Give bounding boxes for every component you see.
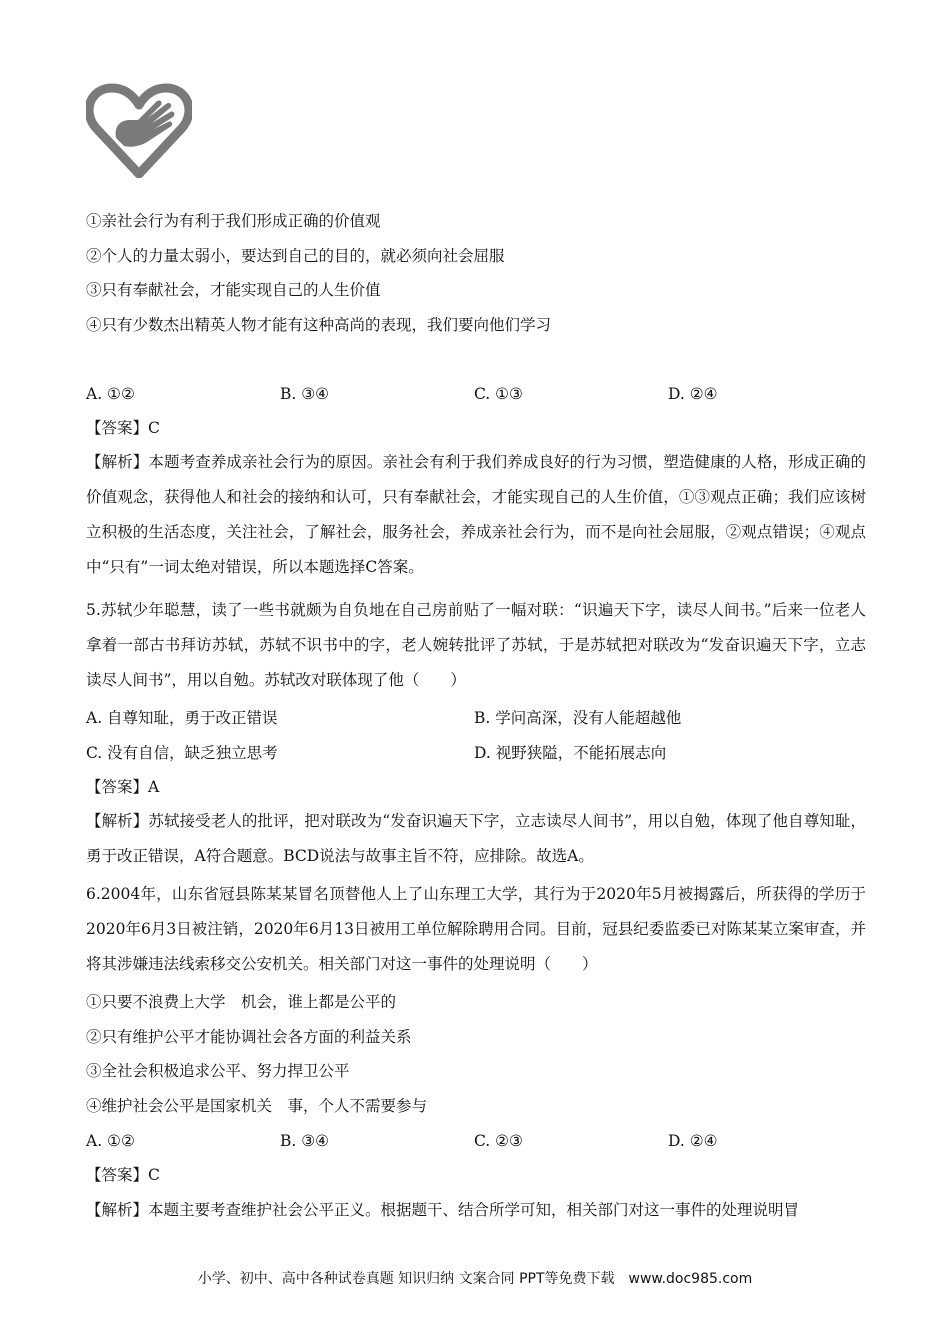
q4-item-2: ②个人的力量太弱小，要达到自己的目的，就必须向社会屈服 bbox=[86, 247, 505, 265]
q6-item-1: ①只要不浪费上大学 机会，谁上都是公平的 bbox=[86, 993, 397, 1011]
q5-option-a: A. 自尊知耻，勇于改正错误 bbox=[86, 709, 278, 727]
q4-option-d: D. ②④ bbox=[668, 385, 718, 403]
page-footer: 小学、初中、高中各种试卷真题 知识归纳 文案合同 PPT等免费下载 www.doc985.com bbox=[197, 1271, 753, 1287]
heart-hand-logo-icon bbox=[86, 80, 192, 178]
q6-analysis: 【解析】本题主要考查维护社会公平正义。根据题干、结合所学可知，相关部门对这一事件的处理说明冒 bbox=[86, 1201, 800, 1219]
q4-item-1: ①亲社会行为有利于我们形成正确的价值观 bbox=[86, 212, 381, 230]
q6-option-d: D. ②④ bbox=[668, 1132, 718, 1150]
q6-item-2: ②只有维护公平才能协调社会各方面的利益关系 bbox=[86, 1028, 412, 1046]
q6-item-4: ④维护社会公平是国家机关 事，个人不需要参与 bbox=[86, 1097, 428, 1115]
q4-item-3: ③只有奉献社会，才能实现自己的人生价值 bbox=[86, 281, 381, 299]
q5-stem: 5.苏轼少年聪慧，读了一些书就颇为自负地在自己房前贴了一幅对联：“识遍天下字，读尽人间书。”后来一位老人拿着一部古书拜访苏轼，苏轼不识书中的字，老人婉转批评了苏轼，于是苏轼把对联改为“发奋识遍天下字，立志读尽人间书”，用以自勉。苏轼改对联体现了他（ ） bbox=[86, 601, 866, 689]
q4-option-a: A. ①② bbox=[86, 385, 135, 403]
q6-option-b: B. ③④ bbox=[280, 1132, 330, 1150]
q4-answer: 【答案】C bbox=[86, 419, 160, 437]
q4-analysis: 【解析】本题考查养成亲社会行为的原因。亲社会有利于我们养成良好的行为习惯，塑造健康的人格，形成正确的价值观念，获得他人和社会的接纳和认可，只有奉献社会，才能实现自己的人生价值，①③观点正确；我们应该树立积极的生活态度，关注社会，了解社会，服务社会，养成亲社会行为，而不是向社会屈服，②观点错误；④观点中“只有”一词太绝对错误，所以本题选择C答案。 bbox=[86, 453, 866, 576]
q6-option-c: C. ②③ bbox=[474, 1132, 523, 1150]
q6-item-3: ③全社会积极追求公平、努力捍卫公平 bbox=[86, 1062, 350, 1080]
q5-option-b: B. 学问高深，没有人能超越他 bbox=[474, 709, 682, 727]
q5-option-c: C. 没有自信，缺乏独立思考 bbox=[86, 744, 278, 762]
q5-answer: 【答案】A bbox=[86, 778, 160, 796]
q6-option-a: A. ①② bbox=[86, 1132, 135, 1150]
q5-analysis: 【解析】苏轼接受老人的批评，把对联改为“发奋识遍天下字，立志读尽人间书”，用以自勉，体现了他自尊知耻，勇于改正错误，A符合题意。BCD说法与故事主旨不符，应排除。故选A。 bbox=[86, 812, 866, 865]
q5-option-d: D. 视野狭隘，不能拓展志向 bbox=[474, 744, 667, 762]
q6-stem: 6.2004年，山东省冠县陈某某冒名顶替他人上了山东理工大学，其行为于2020年5月被揭露后，所获得的学历于2020年6月3日被注销，2020年6月13日被用工单位解除聘用合同。目前，冠县纪委监委已对陈某某立案审查，并将其涉嫌违法线索移交公安机关。相关部门对这一事件的处理说明（ ） bbox=[86, 885, 866, 973]
q6-answer: 【答案】C bbox=[86, 1166, 160, 1184]
q4-option-b: B. ③④ bbox=[280, 385, 330, 403]
q4-option-c: C. ①③ bbox=[474, 385, 523, 403]
q4-item-4: ④只有少数杰出精英人物才能有这种高尚的表现，我们要向他们学习 bbox=[86, 316, 552, 334]
